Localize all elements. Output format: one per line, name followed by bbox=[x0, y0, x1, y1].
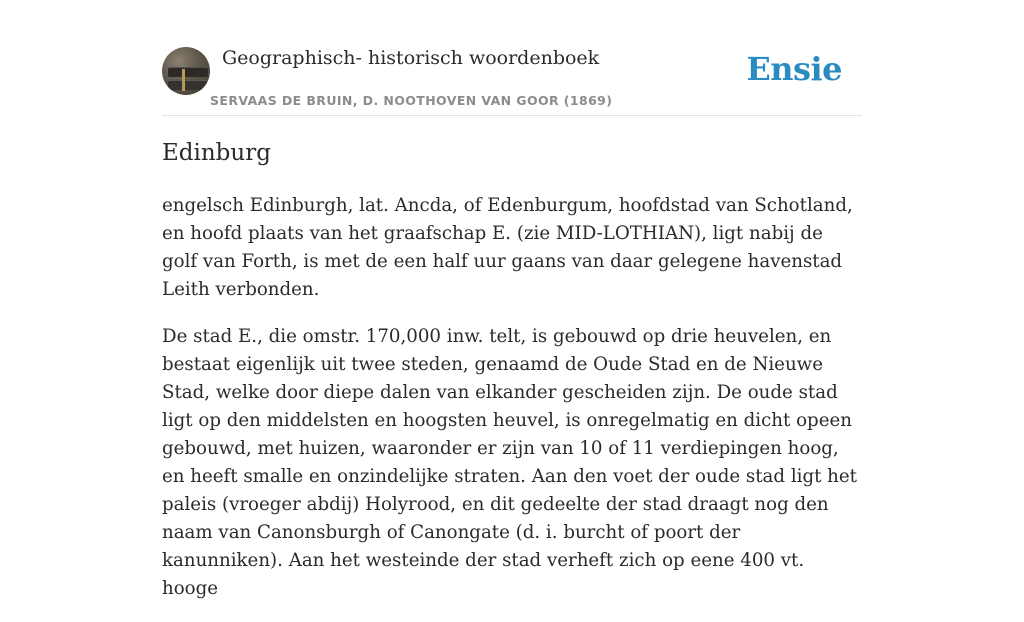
book-spine bbox=[168, 67, 208, 77]
book-title-link[interactable]: Geographisch- historisch woordenboek bbox=[222, 47, 600, 69]
entry-body bbox=[162, 192, 862, 622]
book-authors: SERVAAS DE BRUIN, D. NOOTHOVEN VAN GOOR (1869) bbox=[210, 93, 613, 108]
entry-paragraph: De stad E., die omstr. 170,000 inw. telt, is gebouwd op drie heuvelen, en bestaat eigenlijk uit twee steden, genaamd de Oude Stad en de Nieuwe Stad, welke door diepe dalen van elkander gescheiden zijn. De oude stad ligt op den middelsten en hoogsten heuvel, is onregelmatig en dicht opeen gebouwd, met huizen, waaronder er zijn van 10 of 11 verdiepingen hoog, en heeft smalle en onzindelijke straten. Aan den voet der oude stad ligt het paleis (vroeger abdij) Holyrood, en dit gedeelte der stad draagt nog den naam van Canonsburgh of Canongate (d. i. burcht of poort der kanunniken). Aan het westeinde der stad verheft zich op eene 400 vt. hooge bbox=[162, 326, 857, 599]
book-spine bbox=[168, 80, 208, 90]
book-band bbox=[182, 69, 185, 91]
book-header bbox=[162, 46, 862, 116]
book-cover-icon[interactable] bbox=[162, 47, 210, 95]
ensie-logo[interactable]: Ensie bbox=[746, 50, 842, 88]
entry-title: Edinburg bbox=[162, 140, 271, 166]
entry-paragraph: engelsch Edinburgh, lat. Ancda, of Edenburgum, hoofdstad van Schotland, en hoofd plaats van het graafschap E. (zie MID-LOTHIAN), ligt nabij de golf van Forth, is met de een half uur gaans van daar gelegene havenstad Leith verbonden. bbox=[162, 195, 853, 300]
